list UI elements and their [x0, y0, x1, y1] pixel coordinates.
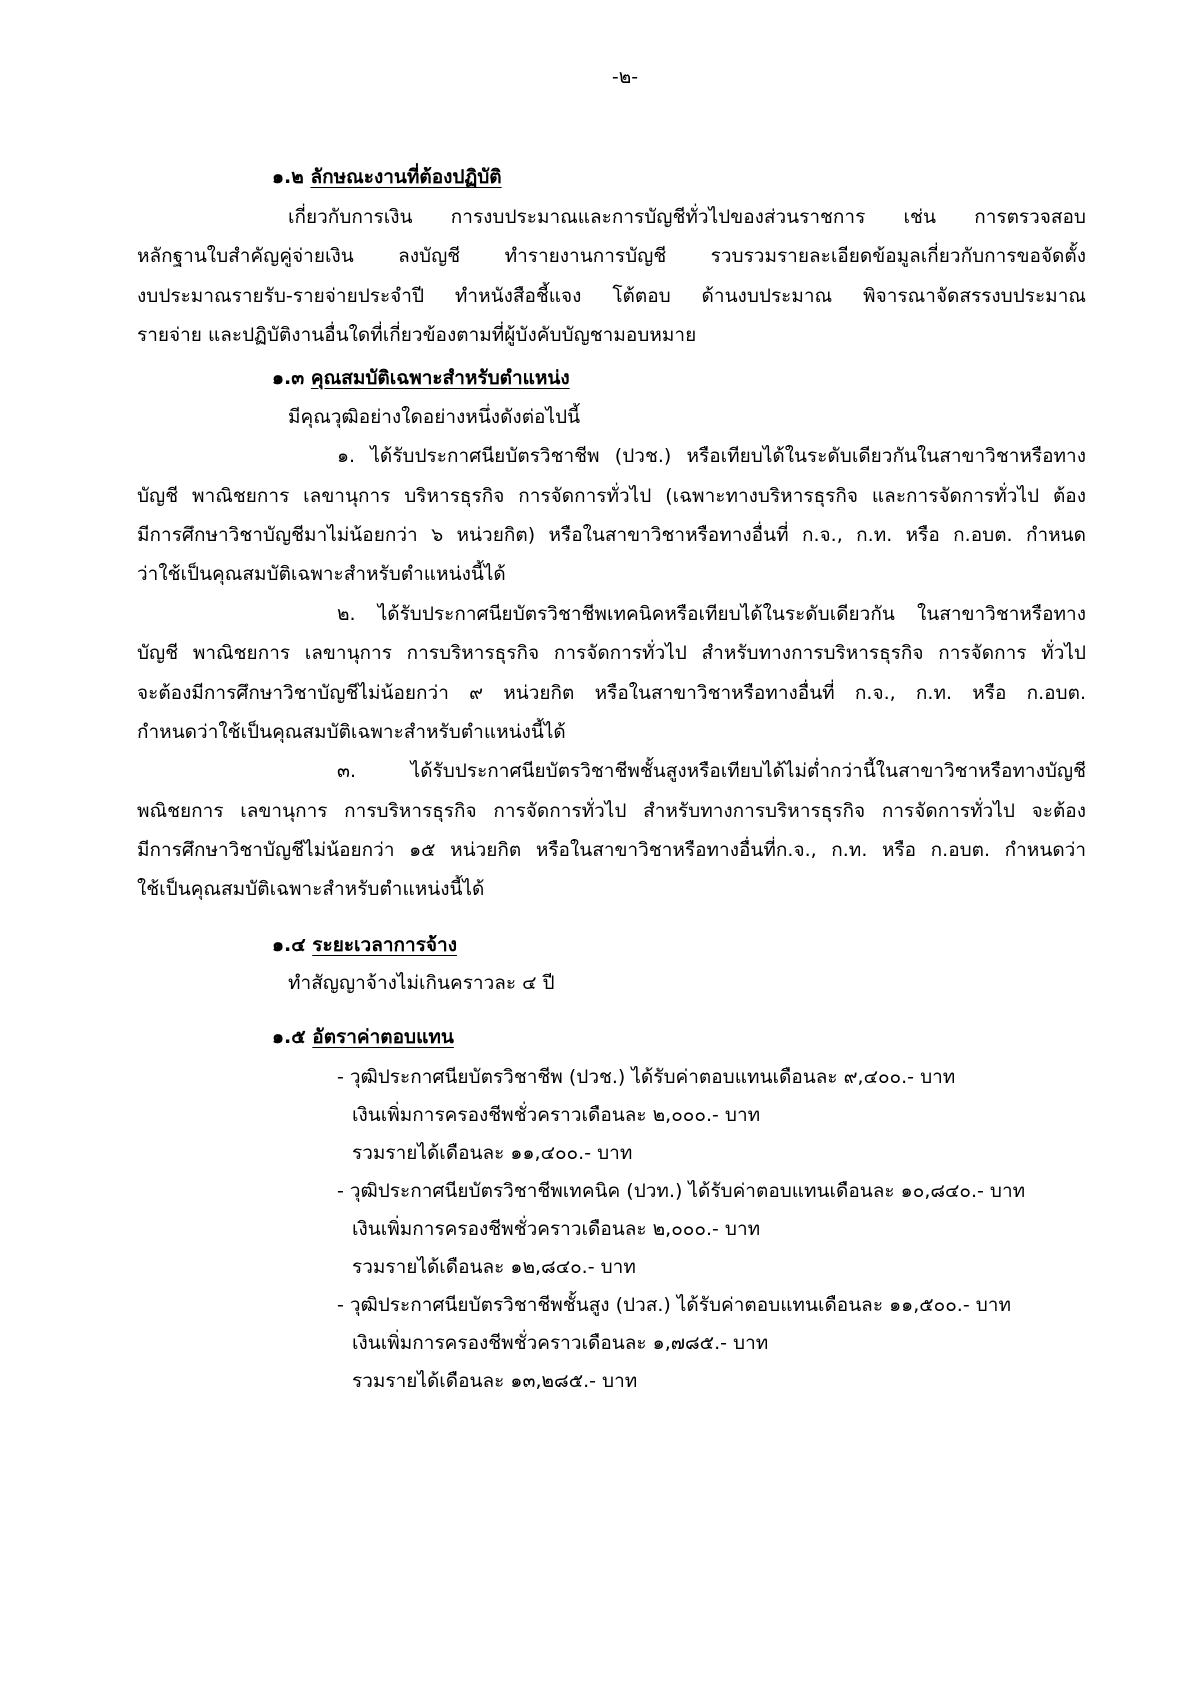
total-line: รวมรายได้เดือนละ ๑๑,๔๐๐.- บาท	[352, 1142, 633, 1164]
section-number: ๑.๔	[272, 934, 306, 956]
qualification-line: ใช้เป็นคุณสมบัติเฉพาะสำหรับตำแหน่งนี้ได้	[137, 878, 485, 900]
section-number: ๑.๒	[272, 166, 304, 188]
qualification-line: ๒. ได้รับประกาศนียบัตรวิชาชีพเทคนิคหรือเทียบได้ในระดับเดียวกัน ในสาขาวิชาหรือทาง	[337, 603, 1086, 625]
section-1-4-heading	[272, 936, 457, 955]
paragraph-line: รายจ่าย และปฏิบัติงานอื่นใดที่เกี่ยวข้องตามที่ผู้บังคับบัญชามอบหมาย	[137, 324, 697, 346]
rate-line: - วุฒิประกาศนียบัตรวิชาชีพชั้นสูง (ปวส.) ได้รับค่าตอบแทนเดือนละ ๑๑,๕๐๐.- บาท	[337, 1294, 1011, 1316]
qualification-line: มีการศึกษาวิชาบัญชีไม่น้อยกว่า ๑๕ หน่วยกิต หรือในสาขาวิชาหรือทางอื่นที่ก.จ., ก.ท. หรือ ก.อบต. กำหนดว่า	[137, 839, 1086, 861]
allowance-line: เงินเพิ่มการครองชีพชั่วคราวเดือนละ ๒,๐๐๐.- บาท	[352, 1104, 761, 1126]
rate-line: - วุฒิประกาศนียบัตรวิชาชีพ (ปวช.) ได้รับค่าตอบแทนเดือนละ ๙,๔๐๐.- บาท	[337, 1066, 956, 1088]
section-title: ลักษณะงานที่ต้องปฏิบัติ	[310, 166, 502, 188]
section-1-3-heading	[272, 369, 570, 388]
total-line: รวมรายได้เดือนละ ๑๓,๒๘๕.- บาท	[352, 1370, 638, 1392]
qualification-line: ว่าใช้เป็นคุณสมบัติเฉพาะสำหรับตำแหน่งนี้ได้	[137, 563, 506, 585]
rate-line: - วุฒิประกาศนียบัตรวิชาชีพเทคนิค (ปวท.) ได้รับค่าตอบแทนเดือนละ ๑๐,๘๔๐.- บาท	[337, 1180, 1026, 1202]
page-number: -๒-	[611, 66, 639, 88]
section-1-2-heading	[272, 168, 502, 187]
qualification-line: จะต้องมีการศึกษาวิชาบัญชีไม่น้อยกว่า ๙ หน่วยกิต หรือในสาขาวิชาหรือทางอื่นที่ ก.จ., ก.ท. หรือ ก.อบต.	[137, 682, 1086, 704]
section-title: คุณสมบัติเฉพาะสำหรับตำแหน่ง	[310, 367, 570, 389]
qualification-line: กำหนดว่าใช้เป็นคุณสมบัติเฉพาะสำหรับตำแหน่งนี้ได้	[137, 721, 566, 743]
employment-term: ทำสัญญาจ้างไม่เกินคราวละ ๔ ปี	[288, 972, 555, 994]
paragraph-line: งบประมาณรายรับ-รายจ่ายประจำปี ทำหนังสือชี้แจง โต้ตอบ ด้านงบประมาณ พิจารณาจัดสรรงบประมาณ	[137, 285, 1086, 307]
allowance-line: เงินเพิ่มการครองชีพชั่วคราวเดือนละ ๒,๐๐๐.- บาท	[352, 1218, 761, 1240]
qualification-line: บัญชี พาณิชยการ เลขานุการ การบริหารธุรกิจ การจัดการทั่วไป สำหรับทางการบริหารธุรกิจ การจัดการ ทั่วไป	[137, 642, 1086, 664]
qualification-line: มีการศึกษาวิชาบัญชีมาไม่น้อยกว่า ๖ หน่วยกิต) หรือในสาขาวิชาหรือทางอื่นที่ ก.จ., ก.ท. หรือ ก.อบต. กำหนด	[137, 524, 1086, 546]
total-line: รวมรายได้เดือนละ ๑๒,๘๔๐.- บาท	[352, 1256, 636, 1278]
section-number: ๑.๕	[272, 1026, 306, 1048]
qualification-line: บัญชี พาณิชยการ เลขานุการ บริหารธุรกิจ การจัดการทั่วไป (เฉพาะทางบริหารธุรกิจ และการจัดการทั่วไป ต้อง	[137, 485, 1086, 507]
paragraph-line: เกี่ยวกับการเงิน การงบประมาณและการบัญชีทั่วไปของส่วนราชการ เช่น การตรวจสอบ	[288, 206, 1086, 228]
qualification-line: พณิชยการ เลขานุการ การบริหารธุรกิจ การจัดการทั่วไป สำหรับทางการบริหารธุรกิจ การจัดการทั่วไป จะต้อง	[137, 800, 1086, 822]
section-title: อัตราค่าตอบแทน	[312, 1026, 454, 1048]
section-title: ระยะเวลาการจ้าง	[312, 934, 457, 956]
section-intro: มีคุณวุฒิอย่างใดอย่างหนึ่งดังต่อไปนี้	[288, 406, 581, 428]
qualification-line: ๓. ได้รับประกาศนียบัตรวิชาชีพชั้นสูงหรือเทียบได้ไม่ต่ำกว่านี้ในสาขาวิชาหรือทางบัญชี	[337, 760, 1086, 782]
section-1-5-heading	[272, 1028, 454, 1047]
allowance-line: เงินเพิ่มการครองชีพชั่วคราวเดือนละ ๑,๗๘๕.- บาท	[352, 1332, 769, 1354]
section-number: ๑.๓	[272, 367, 305, 389]
paragraph-line: หลักฐานใบสำคัญคู่จ่ายเงิน ลงบัญชี ทำรายงานการบัญชี รวบรวมรายละเอียดข้อมูลเกี่ยวกับการขอจัดตั้ง	[137, 245, 1086, 267]
qualification-line: ๑. ได้รับประกาศนียบัตรวิชาชีพ (ปวช.) หรือเทียบได้ในระดับเดียวกันในสาขาวิชาหรือทาง	[337, 445, 1086, 467]
